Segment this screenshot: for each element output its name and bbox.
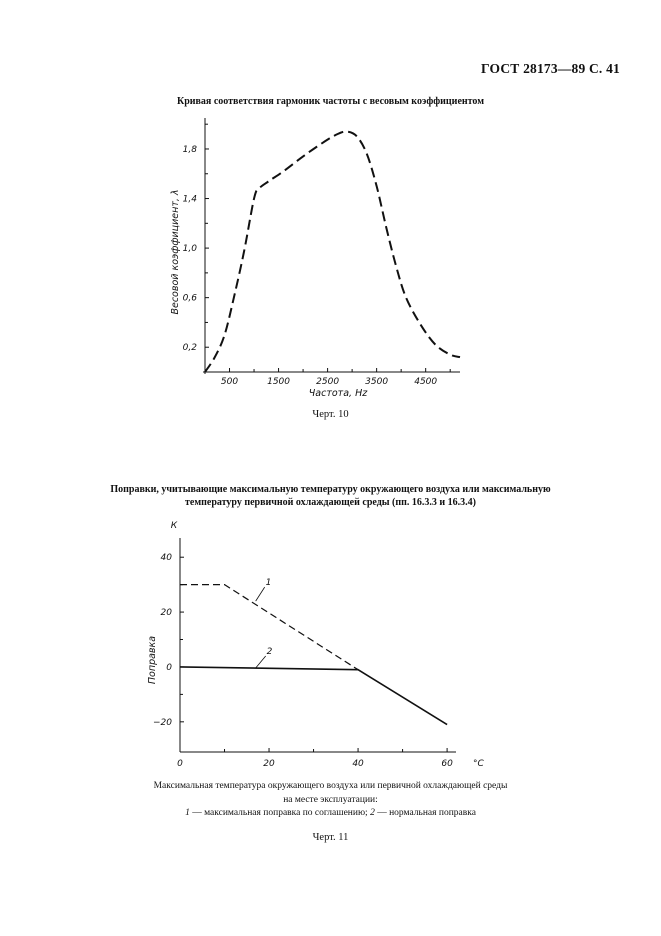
page-header-code: ГОСТ 28173—89 С. 41	[481, 61, 620, 76]
figure11-y-axis-label: Поправка	[147, 635, 158, 685]
figure11-x-unit: °C	[473, 759, 484, 769]
figure10-ticks	[183, 124, 451, 387]
figure10-x-tick-label: 2500	[316, 377, 340, 387]
figure11-note-legend-1-num: 1	[185, 808, 190, 818]
figure11-series-2-line	[180, 667, 447, 725]
figure11-note-line2: на месте эксплуатации:	[283, 794, 378, 805]
figure10-y-tick-label: 1,0	[182, 244, 197, 255]
figure10-y-tick-label: 1,8	[182, 144, 197, 155]
figure11-series-1-label: 1	[265, 578, 272, 589]
figure11-title-line1: Поправки, учитывающие максимальную температуру окружающего воздуха или максимальную	[110, 484, 551, 495]
figure10-title: Кривая соответствия гармоник частоты с весовым коэффициентом	[176, 96, 485, 107]
figure10-y-tick-label: 0,2	[182, 343, 197, 354]
figure11-x-tick-label: 40	[352, 759, 364, 769]
figure10-x-tick-label: 3500	[365, 377, 389, 387]
figure11-series	[180, 578, 447, 724]
figure11-note-line1: Максимальная температура окружающего воздуха или первичной охлаждающей среды	[153, 781, 508, 791]
figure10-caption: Черт. 10	[312, 409, 349, 420]
figure10-y-tick-label: 0,6	[182, 293, 197, 304]
figure11-y-tick-label: 0	[166, 662, 172, 673]
figure11-x-tick-label: 20	[263, 759, 275, 769]
figure11-y-tick-label: 20	[160, 608, 172, 619]
figure10-series-line	[205, 132, 460, 372]
figure11-note-legend	[60, 807, 601, 821]
figure10-x-tick-label: 4500	[414, 377, 438, 387]
figure10-x-tick-label: 500	[220, 377, 239, 387]
figure11-y-unit: К	[170, 521, 178, 531]
figure11-note-legend-1-text: — максимальная поправка по соглашению;	[189, 808, 371, 818]
figure11-title-line2: температуру первичной охлаждающей среды (пп. 16.3.3 и 16.3.4)	[184, 496, 477, 508]
figure10-axes	[203, 118, 460, 374]
figure11-x-tick-label: 0	[177, 759, 183, 769]
figure11-note	[60, 780, 601, 821]
figure11-ticks	[153, 553, 453, 769]
figure11-series-2-label: 2	[266, 647, 273, 658]
figure10-y-axis-label: Весовой коэффициент, λ	[170, 189, 181, 315]
figure10-y-tick-label: 1,4	[182, 194, 197, 205]
figure11-x-tick-label: 60	[441, 759, 453, 769]
figure11-series-1-leader	[256, 587, 265, 601]
figure11-caption: Черт. 11	[312, 832, 349, 843]
figure11-title	[60, 484, 601, 509]
figure10-series	[205, 132, 460, 372]
figure11-note-legend-2-num: 2	[370, 808, 375, 818]
figure10-x-axis-label: Частота, Hz	[308, 388, 368, 399]
figure10-x-tick-label: 1500	[267, 377, 291, 387]
figure11-y-tick-label: 40	[160, 553, 172, 564]
figure11-series-2-leader	[256, 656, 266, 668]
figure11-note-legend-2-text: — нормальная поправка	[374, 808, 476, 818]
figure11-series-1-line	[180, 585, 358, 670]
figure11-axes	[180, 538, 456, 752]
figure11-y-tick-label: −20	[153, 717, 172, 728]
